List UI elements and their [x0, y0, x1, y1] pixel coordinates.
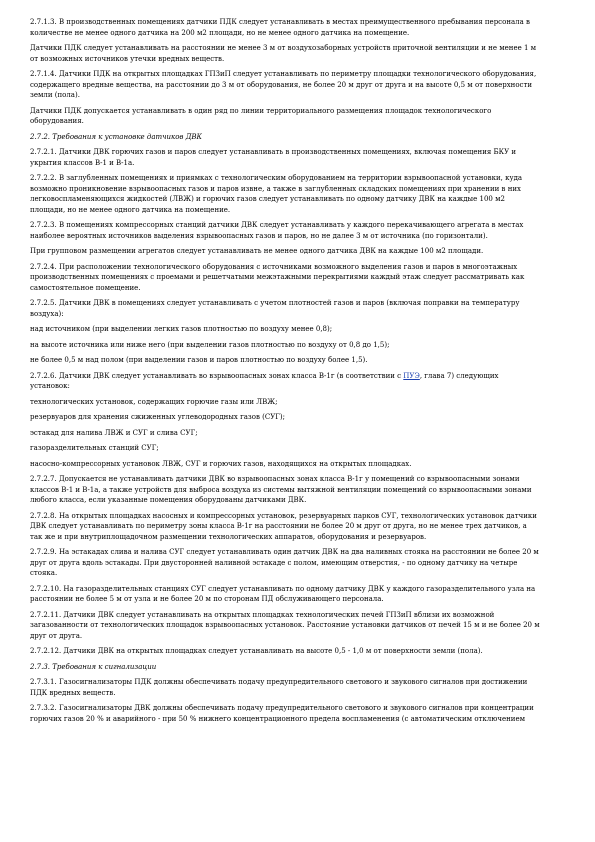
- list-item-loading-racks: эстакад для налива ЛВЖ и СУГ и слива СУГ;: [30, 428, 198, 437]
- paragraph-2-7-3-1: 2.7.3.1. Газосигнализаторы ПДК должны обеспечивать подачу предупредительного светового и звукового сигналов при достижении ПДК вредных веществ.: [30, 678, 528, 697]
- list-item-above-source: над источником (при выделении легких газов плотностью по воздуху менее 0,8);: [30, 325, 333, 333]
- paragraph-2-7-3-2: 2.7.3.2. Газосигнализаторы ДВК должны обеспечивать подачу предупредительного светового и звукового сигналов при концентрации горючих газов 20 % и аварийного - при 50 % нижнего концентрационного предела воспламенения (с автоматическим отключением: [30, 704, 534, 723]
- paragraph-2-7-2-9: 2.7.2.9. На эстакадах слива и налива СУГ следует устанавливать один датчик ДВК на два наливных стояка на расстоянии не более 20 м друг от друга вдоль эстакады. При двусторонней наливной эстакаде с полом, имеющим отверстия, - по одному датчику на четыре стояка.: [30, 548, 539, 577]
- paragraph-pdk-row: Датчики ПДК допускается устанавливать в один ряд по линии территориального размещения площадок технологического оборудования.: [30, 106, 492, 125]
- paragraph-2-7-2-8: 2.7.2.8. На открытых площадках насосных и компрессорных установок, резервуарных парков СУГ, технологических установок датчики ДВК следует устанавливать по периметру зоны класса В-1г на расстоянии не более 20 м друг от друга, но не менее трех датчиков, а так же и при внутриплощадочном размещении технологических аппаратов, оборудования и резервуаров.: [30, 511, 537, 541]
- paragraph-2-7-2-6: [30, 371, 540, 392]
- list-item-tanks: резервуаров для хранения сжиженных углеводородных газов (СУГ);: [30, 413, 286, 421]
- paragraph-2-7-1-3: 2.7.1.3. В производственных помещениях датчики ПДК следует устанавливать в местах преимущественного пребывания персонала в количестве не менее одного датчика на 200 м2 площади, но не менее одного датчика на помещение.: [30, 18, 530, 37]
- pue-link[interactable]: ПУЭ: [403, 371, 420, 380]
- paragraph-2-7-2-1: 2.7.2.1. Датчики ДВК горючих газов и паров следует устанавливать в производственных помещениях, включая помещения БКУ и укрытия классов В-1 и В-1а.: [30, 148, 517, 167]
- paragraph-2-7-2-5: 2.7.2.5. Датчики ДВК в помещениях следует устанавливать с учетом плотностей газов и паров (включая поправки на температуру воздуха):: [30, 299, 520, 318]
- paragraph-2-7-2-11: 2.7.2.11. Датчики ДВК следует устанавливать на открытых площадках технологических печей ГПЗиП вблизи их возможной загазованности от технологических площадок взрывоопасных установок. Расстояние установки датчиков от печей 15 м и не более 20 м друг от друга.: [30, 610, 540, 640]
- list-item-source-height: на высоте источника или ниже него (при выделении газов плотностью по воздуху от 0,8 до 1,5);: [30, 340, 390, 349]
- paragraph-group-placement: При групповом размещении агрегатов следует устанавливать не менее одного датчика ДВК на каждые 100 м2 площади.: [30, 247, 484, 255]
- paragraph-text: 2.7.2.6. Датчики ДВК следует устанавливать во взрывоопасных зонах класса В-1г (в соответствии с: [30, 371, 404, 380]
- section-heading-2-7-3: 2.7.3. Требования к сигнализации: [30, 662, 157, 671]
- paragraph-2-7-2-12: 2.7.2.12. Датчики ДВК на открытых площадках следует устанавливать на высоте 0,5 - 1,0 м от поверхности земли (пола).: [30, 647, 483, 655]
- section-heading-2-7-2: 2.7.2. Требования к установке датчиков ДВК: [30, 132, 202, 141]
- paragraph-text-after: , глава 7) следующих установок:: [30, 371, 499, 390]
- list-item-pump-units: насосно-компрессорных установок ЛВЖ, СУГ и горючих газов, находящихся на открытых площадках.: [30, 459, 412, 468]
- list-item-above-floor: не более 0,5 м над полом (при выделении газов и паров плотностью по воздуху более 1,5).: [30, 356, 368, 364]
- paragraph-2-7-1-4: 2.7.1.4. Датчики ПДК на открытых площадках ГПЗиП следует устанавливать по периметру площадки технологического оборудования, содержащего вредные вещества, на расстоянии до 3 м от оборудования, не более 20 м друг от друга и на высоте 0,5 м от поверхности земли (пола).: [30, 70, 537, 99]
- paragraph-2-7-2-10: 2.7.2.10. На газоразделительных станциях СУГ следует устанавливать по одному датчику ДВК у каждого газоразделительного узла на расстоянии не более 5 м от узла и не более 20 м по сторонам ПД обслуживающего персонала.: [30, 584, 536, 603]
- list-item-gas-stations: газоразделительных станций СУГ;: [30, 444, 159, 452]
- list-item-tech-units: технологических установок, содержащих горючие газы или ЛВЖ;: [30, 397, 278, 406]
- paragraph-2-7-2-4: 2.7.2.4. При расположении технологического оборудования с источниками возможного выделения газов и паров в многоэтажных производственных помещениях с проемами и решетчатыми межэтажными перекрытиями каждый этаж следует рассматривать как самостоятельное помещение.: [30, 262, 525, 292]
- paragraph-pdk-distance: Датчики ПДК следует устанавливать на расстоянии не менее 3 м от воздухозаборных устройств приточной вентиляции и не менее 1 м от возможных источников утечки вредных веществ.: [30, 44, 537, 63]
- paragraph-2-7-2-3: 2.7.2.3. В помещениях компрессорных станций датчики ДВК следует устанавливать у каждого перекачивающего агрегата в местах наиболее вероятных источников выделения взрывоопасных газов и паров, но не далее 3 м от источника (по горизонтали).: [30, 221, 524, 240]
- paragraph-2-7-2-7: 2.7.2.7. Допускается не устанавливать датчики ДВК во взрывоопасных зонах класса В-1г у помещений со взрывоопасными зонами классов В-1 и В-1а, а также устройств для выброса воздуха из системы вытяжной вентиляции помещений со взрывоопасными зонами любого класса, если указанные помещения оборудованы датчиками ДВК.: [30, 475, 532, 504]
- paragraph-2-7-2-2: 2.7.2.2. В заглубленных помещениях и приямках с технологическим оборудованием на территории взрывоопасной установки, куда возможно проникновение взрывоопасных газов и паров извне, а также в заглубленных складских помещениях при хранении в них легковоспламеняющихся жидкостей (ЛВЖ) и горючих газов следует устанавливать по одному датчику ДВК на каждые 100 м2 площади, но не менее одного датчика на помещение.: [30, 174, 523, 214]
